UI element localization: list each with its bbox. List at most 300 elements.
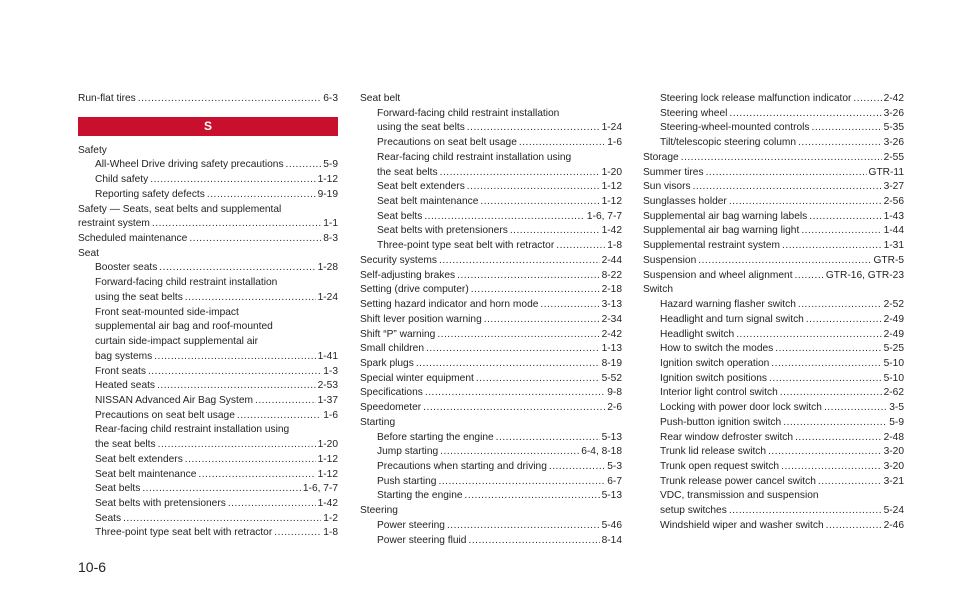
dot-leader (775, 342, 881, 357)
entry-page-ref: 9-19 (317, 188, 338, 200)
entry-text: Child safety (95, 174, 149, 186)
entry-page-ref: 2-42 (883, 93, 904, 104)
index-entry (360, 269, 622, 284)
index-entry (643, 239, 904, 254)
dot-leader (158, 438, 316, 453)
index-column-2 (360, 92, 622, 548)
entry-text: Run-flat tires (78, 93, 136, 104)
entry-text: Specifications (360, 387, 423, 399)
dot-leader (540, 298, 599, 313)
dot-leader (484, 313, 600, 328)
entry-text: Headlight switch (660, 328, 735, 340)
entry-page-ref: 5-25 (883, 343, 904, 355)
entry-text: using the seat belts (377, 122, 465, 134)
index-subentry (360, 475, 622, 490)
entry-page-ref: 2-6 (607, 402, 622, 414)
entry-page-ref: 3-27 (883, 181, 904, 193)
entry-text: Supplemental restraint system (643, 240, 781, 252)
entry-page-ref: 2-44 (601, 254, 622, 266)
index-subentry (643, 328, 904, 343)
entry-text: curtain side-impact supplemental air (95, 336, 259, 348)
dot-leader (693, 180, 882, 195)
entry-text: Precautions on seat belt usage (95, 409, 235, 421)
index-entry (360, 298, 622, 313)
index-entry (643, 195, 904, 210)
index-entry (643, 224, 904, 239)
dot-leader (826, 519, 882, 534)
entry-page-ref: 5-35 (883, 122, 904, 134)
dot-leader (783, 416, 887, 431)
index-subentry (78, 291, 338, 306)
index-subentry (643, 489, 904, 504)
dot-leader (510, 224, 600, 239)
dot-leader (457, 269, 599, 284)
index-entry (360, 92, 622, 107)
entry-page-ref: GTR-11 (868, 166, 904, 178)
entry-page-ref: GTR-16, GTR-23 (825, 269, 904, 281)
dot-leader (853, 92, 881, 107)
entry-page-ref: 5-9 (889, 416, 904, 428)
entry-text: using the seat belts (95, 291, 183, 303)
entry-text: Sunglasses holder (643, 196, 727, 208)
index-subentry (643, 357, 904, 372)
entry-text: Scheduled maintenance (78, 233, 188, 245)
dot-leader (237, 409, 321, 424)
entry-text: Trunk release power cancel switch (660, 475, 816, 487)
entry-page-ref: 1-12 (317, 174, 338, 186)
dot-leader (782, 239, 882, 254)
dot-leader (465, 489, 600, 504)
entry-text: Locking with power door lock switch (660, 402, 822, 414)
index-subentry (643, 519, 904, 534)
entry-page-ref: 5-13 (601, 431, 622, 443)
entry-page-ref: 1-20 (317, 439, 338, 451)
dot-leader (809, 210, 881, 225)
entry-text: Supplemental air bag warning labels (643, 210, 808, 222)
dot-leader (228, 497, 316, 512)
entry-text: Before starting the engine (377, 431, 494, 443)
section-letter-bar: S (78, 117, 338, 136)
index-subentry (360, 210, 622, 225)
entry-text: Seat belt extenders (95, 453, 183, 465)
entry-text: Power steering fluid (377, 534, 467, 546)
entry-text: Small children (360, 343, 424, 355)
index-subentry (643, 107, 904, 122)
entry-text: Steering-wheel-mounted controls (660, 122, 810, 134)
entry-text: Rear-facing child restraint installation using (95, 424, 290, 436)
entry-page-ref: 3-20 (883, 460, 904, 472)
entry-page-ref: 5-13 (601, 490, 622, 502)
entry-text: the seat belts (377, 166, 438, 178)
entry-page-ref: 1-12 (317, 468, 338, 480)
dot-leader (681, 151, 882, 166)
entry-page-ref: 5-24 (883, 505, 904, 517)
entry-page-ref: 6-7 (607, 475, 622, 487)
index-subentry (643, 136, 904, 151)
entry-page-ref: 5-10 (883, 357, 904, 369)
entry-text: Front seats (95, 365, 146, 377)
dot-leader (824, 401, 887, 416)
entry-page-ref: 1-1 (323, 218, 338, 230)
entry-text: Ignition switch operation (660, 357, 770, 369)
index-subentry (643, 92, 904, 107)
index-entry (78, 247, 338, 262)
index-subentry (643, 298, 904, 313)
dot-leader (154, 350, 315, 365)
index-subentry (78, 453, 338, 468)
entry-page-ref: 2-48 (883, 431, 904, 443)
dot-leader (706, 166, 867, 181)
dot-leader (142, 482, 301, 497)
index-subentry (360, 489, 622, 504)
entry-text: How to switch the modes (660, 343, 774, 355)
entry-text: the seat belts (95, 439, 156, 451)
entry-text: Ignition switch positions (660, 372, 768, 384)
entry-text: Jump starting (377, 446, 439, 458)
entry-page-ref: 8-19 (601, 357, 622, 369)
index-entry (643, 283, 904, 298)
entry-page-ref: 1-12 (317, 453, 338, 465)
entry-page-ref: 5-52 (601, 372, 622, 384)
index-entry (643, 254, 904, 269)
entry-text: Steering lock release malfunction indicator (660, 93, 852, 104)
entry-text: Seats (95, 512, 122, 524)
entry-text: Seat belt extenders (377, 181, 465, 193)
index-subentry (78, 497, 338, 512)
index-subentry (360, 151, 622, 166)
entry-page-ref: 1-12 (601, 196, 622, 208)
entry-page-ref: 2-46 (883, 519, 904, 531)
entry-page-ref: 1-43 (883, 210, 904, 222)
entry-text: Sun visors (643, 181, 691, 193)
index-entry (78, 144, 338, 159)
index-subentry (360, 166, 622, 181)
index-subentry (78, 276, 338, 291)
dot-leader (123, 512, 321, 527)
entry-page-ref: 1-41 (317, 350, 338, 362)
entry-text: Precautions on seat belt usage (377, 137, 517, 149)
entry-page-ref: 2-52 (883, 299, 904, 311)
dot-leader (476, 372, 600, 387)
entry-text: Power steering (377, 519, 445, 531)
entry-text: Seat belt maintenance (377, 196, 479, 208)
entry-text: Shift lever position warning (360, 313, 482, 325)
dot-leader (423, 401, 605, 416)
entry-page-ref: 1-24 (317, 291, 338, 303)
entry-page-ref: 8-14 (601, 534, 622, 546)
entry-page-ref: 5-9 (323, 159, 338, 171)
dot-leader (152, 217, 321, 232)
entry-text: Security systems (360, 254, 437, 266)
entry-page-ref: 8-22 (601, 269, 622, 281)
entry-page-ref: 2-49 (883, 313, 904, 325)
entry-page-ref: 1-13 (601, 343, 622, 355)
entry-page-ref: 3-5 (889, 402, 904, 414)
entry-page-ref: 2-18 (601, 284, 622, 296)
entry-page-ref: 5-3 (607, 460, 622, 472)
index-subentry (78, 526, 338, 541)
dot-leader (255, 394, 316, 409)
index-subentry (78, 335, 338, 350)
dot-leader (425, 386, 605, 401)
entry-text: All-Wheel Drive driving safety precautions (95, 159, 284, 171)
entry-page-ref: 1-28 (317, 262, 338, 274)
index-subentry (78, 394, 338, 409)
dot-leader (189, 232, 321, 247)
index-entry (360, 357, 622, 372)
dot-leader (781, 460, 882, 475)
entry-text: Windshield wiper and washer switch (660, 519, 824, 531)
entry-page-ref: 1-6, 7-7 (586, 210, 622, 222)
dot-leader (798, 298, 882, 313)
entry-text: Storage (643, 151, 679, 163)
index-subentry (78, 438, 338, 453)
entry-text: Three-point type seat belt with retractor (95, 527, 273, 539)
entry-page-ref: 8-3 (323, 233, 338, 245)
index-subentry (360, 180, 622, 195)
entry-text: Forward-facing child restraint installation (377, 107, 560, 119)
entry-text: Seat belt (360, 93, 401, 104)
dot-leader (556, 239, 605, 254)
entry-text: Steering wheel (660, 107, 728, 119)
dot-leader (769, 372, 882, 387)
dot-leader (729, 195, 882, 210)
dot-leader (729, 504, 882, 519)
index-subentry (360, 195, 622, 210)
index-subentry (360, 534, 622, 549)
dot-leader (736, 328, 881, 343)
index-entry (360, 416, 622, 431)
index-subentry (643, 372, 904, 387)
entry-page-ref: 1-3 (323, 365, 338, 377)
index-subentry (360, 519, 622, 534)
entry-page-ref: 2-55 (883, 151, 904, 163)
entry-text: Starting the engine (377, 490, 463, 502)
dot-leader (438, 475, 605, 490)
entry-text: Hazard warning flasher switch (660, 299, 796, 311)
dot-leader (795, 431, 882, 446)
entry-page-ref: 2-53 (317, 380, 338, 392)
index-subentry (78, 423, 338, 438)
index-subentry (78, 482, 338, 497)
entry-page-ref: 1-31 (883, 240, 904, 252)
entry-page-ref: 1-42 (317, 497, 338, 509)
entry-text: Special winter equipment (360, 372, 474, 384)
entry-text: Seat belts with pretensioners (95, 497, 226, 509)
dot-leader (207, 188, 316, 203)
entry-page-ref: 2-42 (601, 328, 622, 340)
index-subentry (643, 342, 904, 357)
index-subentry (643, 386, 904, 401)
entry-text: bag systems (95, 350, 153, 362)
dot-leader (471, 283, 600, 298)
entry-text: Trunk lid release switch (660, 446, 767, 458)
entry-text: Front seat-mounted side-impact (95, 306, 239, 318)
index-entry (78, 92, 338, 107)
entry-page-ref: 3-26 (883, 137, 904, 149)
index-subentry (78, 365, 338, 380)
entry-text: Shift “P” warning (360, 328, 436, 340)
entry-text: Push starting (377, 475, 437, 487)
entry-text: Forward-facing child restraint installation (95, 277, 278, 289)
entry-page-ref: 6-3 (323, 93, 338, 104)
dot-leader (159, 261, 315, 276)
dot-leader (150, 173, 315, 188)
entry-page-ref: 3-26 (883, 107, 904, 119)
entry-page-ref: 1-20 (601, 166, 622, 178)
index-subentry (360, 239, 622, 254)
index-subentry (643, 416, 904, 431)
entry-text: Suspension and wheel alignment (643, 269, 793, 281)
index-subentry (643, 504, 904, 519)
dot-leader (496, 431, 600, 446)
index-subentry (360, 121, 622, 136)
index-entry (360, 504, 622, 519)
dot-leader (185, 453, 316, 468)
index-subentry (360, 107, 622, 122)
entry-page-ref: 1-6, 7-7 (302, 483, 338, 495)
index-subentry (360, 445, 622, 460)
entry-page-ref: 5-10 (883, 372, 904, 384)
dot-leader (467, 180, 600, 195)
entry-page-ref: 3-13 (601, 299, 622, 311)
entry-text: Seat belt maintenance (95, 468, 197, 480)
entry-page-ref: 1-12 (601, 181, 622, 193)
entry-page-ref: 3-20 (883, 446, 904, 458)
entry-text: Supplemental air bag warning light (643, 225, 800, 237)
entry-text: Setting (drive computer) (360, 284, 469, 296)
entry-text: VDC, transmission and suspension (660, 490, 819, 502)
entry-page-ref: 1-2 (323, 512, 338, 524)
index-subentry (78, 158, 338, 173)
entry-page-ref: 1-8 (323, 527, 338, 539)
index-entry (360, 386, 622, 401)
entry-page-ref: 1-6 (607, 137, 622, 149)
index-subentry (78, 512, 338, 527)
entry-page-ref: 1-24 (601, 122, 622, 134)
dot-leader (439, 254, 600, 269)
index-entry (360, 342, 622, 357)
dot-leader (286, 158, 322, 173)
entry-page-ref: 1-6 (323, 409, 338, 421)
index-entry (643, 210, 904, 225)
entry-text: setup switches (660, 505, 727, 517)
index-subentry (78, 409, 338, 424)
index-subentry (78, 468, 338, 483)
index-subentry (360, 431, 622, 446)
index-entry (643, 166, 904, 181)
index-subentry (360, 136, 622, 151)
entry-text: Seat belts (377, 210, 423, 222)
entry-text: supplemental air bag and roof-mounted (95, 321, 273, 333)
dot-leader (818, 475, 882, 490)
index-entry (643, 151, 904, 166)
entry-page-ref: 5-46 (601, 519, 622, 531)
entry-page-ref: 1-44 (883, 225, 904, 237)
entry-text: Rear window defroster switch (660, 431, 794, 443)
entry-text: Steering (360, 505, 398, 517)
entry-text: Rear-facing child restraint installation using (377, 151, 572, 163)
index-subentry (643, 313, 904, 328)
index-subentry (78, 320, 338, 335)
entry-page-ref: GTR-5 (873, 254, 904, 266)
dot-leader (467, 121, 600, 136)
index-subentry (78, 306, 338, 321)
index-entry (643, 180, 904, 195)
index-subentry (643, 475, 904, 490)
entry-page-ref: 1-42 (601, 225, 622, 237)
entry-text: Tilt/telescopic steering column (660, 137, 797, 149)
dot-leader (424, 210, 585, 225)
entry-text: NISSAN Advanced Air Bag System (95, 394, 253, 406)
entry-text: Seat belts with pretensioners (377, 225, 508, 237)
index-subentry (78, 379, 338, 394)
dot-leader (198, 468, 315, 483)
entry-text: Speedometer (360, 402, 422, 414)
dot-leader (426, 342, 600, 357)
entry-page-ref: 9-8 (607, 387, 622, 399)
dot-leader (780, 386, 882, 401)
dot-leader (447, 519, 600, 534)
entry-page-ref: 6-4, 8-18 (581, 446, 622, 458)
index-subentry (643, 431, 904, 446)
index-entry (643, 269, 904, 284)
entry-text: restraint system (78, 218, 150, 230)
entry-text: Three-point type seat belt with retractor (377, 240, 555, 252)
entry-text: Suspension (643, 254, 697, 266)
entry-text: Safety — Seats, seat belts and supplemental (78, 203, 282, 215)
dot-leader (798, 136, 882, 151)
entry-page-ref: 2-49 (883, 328, 904, 340)
dot-leader (416, 357, 600, 372)
entry-text: Heated seats (95, 380, 156, 392)
dot-leader (468, 534, 599, 549)
entry-text: Booster seats (95, 262, 158, 274)
dot-leader (729, 107, 881, 122)
entry-text: Reporting safety defects (95, 188, 205, 200)
index-subentry (78, 350, 338, 365)
entry-text: Self-adjusting brakes (360, 269, 456, 281)
index-entry (78, 232, 338, 247)
entry-page-ref: 2-62 (883, 387, 904, 399)
dot-leader (812, 121, 882, 136)
dot-leader (795, 269, 824, 284)
index-entry (360, 372, 622, 387)
dot-leader (801, 224, 881, 239)
dot-leader (771, 357, 881, 372)
index-subentry (360, 460, 622, 475)
dot-leader (437, 328, 599, 343)
index-subentry (78, 173, 338, 188)
index-subentry (78, 261, 338, 276)
entry-text: Headlight and turn signal switch (660, 313, 804, 325)
entry-text: Push-button ignition switch (660, 416, 782, 428)
dot-leader (157, 379, 316, 394)
index-subentry (360, 224, 622, 239)
entry-text: Seat belts (95, 483, 141, 495)
entry-text: Spark plugs (360, 357, 414, 369)
dot-leader (138, 92, 322, 107)
entry-text: Precautions when starting and driving (377, 460, 547, 472)
index-entry (78, 203, 338, 218)
dot-leader (806, 313, 882, 328)
index-entry (360, 313, 622, 328)
entry-page-ref: 2-34 (601, 313, 622, 325)
entry-text: Summer tires (643, 166, 704, 178)
entry-text: Seat (78, 247, 99, 259)
entry-text: Setting hazard indicator and horn mode (360, 299, 539, 311)
page-number: 10-6 (78, 559, 107, 575)
